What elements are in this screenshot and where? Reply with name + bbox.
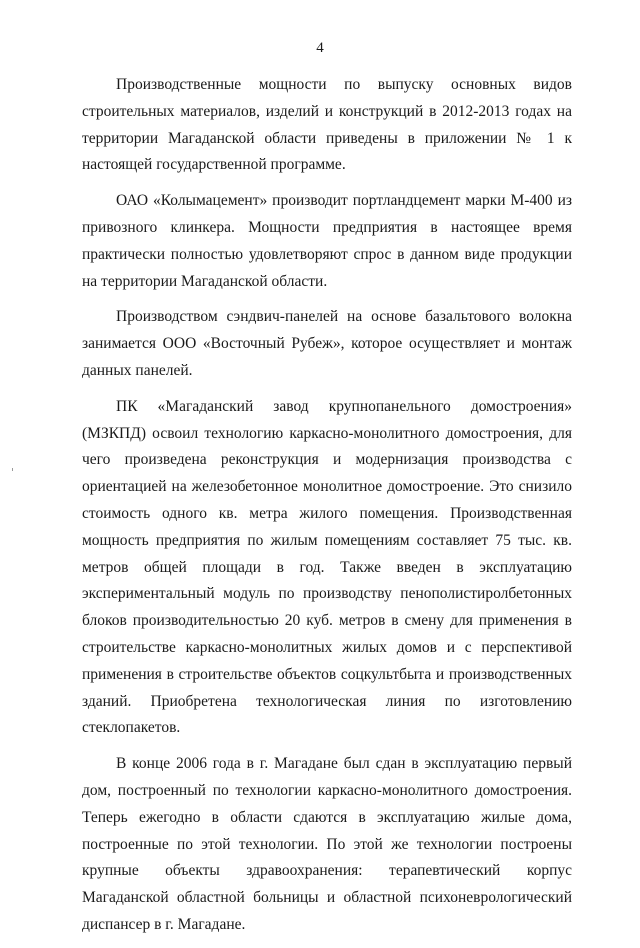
- paragraph-production-capacity: Производственные мощности по выпуску основных видов строительных материалов, изделий и конструкций в 2012-2013 годах на территории Магаданской области приведены в приложении № 1 к настоящей государственной программе.: [82, 76, 572, 174]
- scan-margin-mark: [12, 468, 13, 471]
- paragraph-mzkpd: ПК «Магаданский завод крупнопанельного домостроения» (МЗКПД) освоил технологию каркасно-монолитного домостроения, для чего произведена реконструкция и модернизация производства с ориентацией на железобетонное монолитное домостроение. Это снизило стоимость одного кв. метра жилого помещения. Производственная мощность предприятия по жилым помещениям составляет 75 тыс. кв. метров общей площади в год. Также введен в эксплуатацию экспериментальный модуль по производству пенополистиролбетонных блоков производительностью 20 куб. метров в смену для применения в строительстве каркасно-монолитных жилых домов и с перспективой применения в строительстве объектов соцкультбыта и производственных зданий. Приобретена технологическая линия по изготовлению стеклопакетов.: [82, 397, 572, 737]
- paragraph-kolymacement: ОАО «Колымацемент» производит портландцемент марки М-400 из привозного клинкера. Мощности предприятия в настоящее время практически полностью удовлетворяют спрос в данном виде продукции на территории Магаданской области.: [82, 192, 572, 290]
- paragraph-first-house-2006: В конце 2006 года в г. Магадане был сдан в эксплуатацию первый дом, построенный по технологии каркасно-монолитного домостроения. Теперь ежегодно в области сдаются в эксплуатацию жилые дома, построенные по этой технологии. По этой же технологии построены крупные объекты здравоохранения: терапевтический корпус Магаданской областной больницы и областной психоневрологический диспансер в г. Магадане.: [82, 755, 572, 933]
- paragraph-sandwich-panels: Производством сэндвич-панелей на основе базальтового волокна занимается ООО «Восточный Рубеж», которое осуществляет и монтаж данных панелей.: [82, 308, 572, 379]
- page-number: 4: [316, 40, 324, 56]
- document-body: [82, 72, 572, 948]
